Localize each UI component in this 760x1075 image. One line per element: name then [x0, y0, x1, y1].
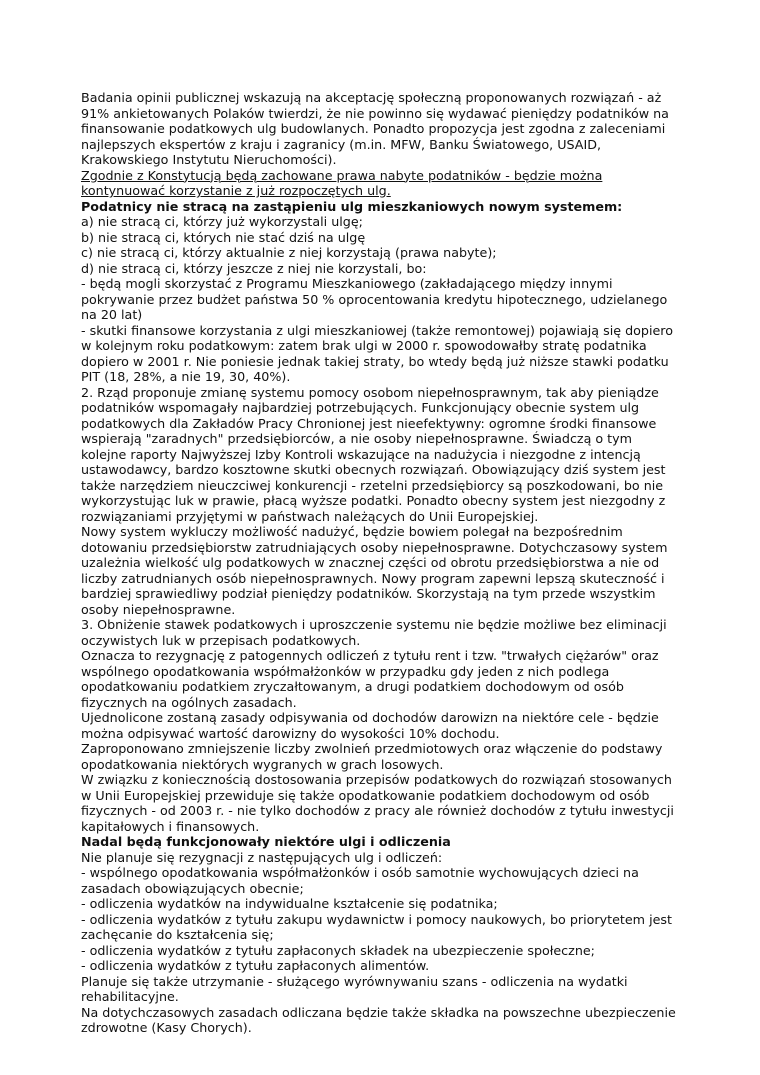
list-item: b) nie stracą ci, których nie stać dziś na ulgę: [81, 229, 366, 245]
paragraph-constitution-note: Zgodnie z Konstytucją będą zachowane prawa nabyte podatników - będzie można kontynuować korzystanie z już rozpoczętych ulg.: [81, 167, 603, 198]
document-body: [81, 90, 681, 1036]
paragraph-rehabilitation: Planuje się także utrzymanie - służącego wyrównywaniu szans - odliczenia na wydatki rehabilitacyjne.: [81, 973, 628, 1004]
paragraph-donations: Ujednolicone zostaną zasady odpisywania od dochodów darowizn na niektóre cele - będzie można odpisywać wartość darowizny do wysokości 10% dochodu.: [81, 710, 659, 741]
list-item: - skutki finansowe korzystania z ulgi mieszkaniowej (także remontowej) pojawiają się dopiero w kolejnym roku podatkowym: zatem brak ulgi w 2000 r. spowodowałby stratę podatnika dopiero w 2001 r. Nie poniesie jednak takiej straty, bo wtedy będą już niższe stawki podatku PIT (18, 28%, a nie 19, 30, 40%).: [81, 322, 673, 384]
heading-taxpayers: Podatnicy nie stracą na zastąpieniu ulg mieszkaniowych nowym systemem:: [81, 198, 623, 214]
list-item: - odliczenia wydatków z tytułu zapłaconych alimentów.: [81, 958, 430, 973]
list-item: - będą mogli skorzystać z Programu Mieszkaniowego (zakładającego między innymi pokrywanie przez budżet państwa 50 % oprocentowania kredytu hipotecznego, udzielanego na 20 lat): [81, 276, 668, 322]
paragraph-tax-rates: 3. Obniżenie stawek podatkowych i uproszczenie systemu nie będzie możliwe bez eliminacji oczywistych luk w przepisach podatkowych.: [81, 617, 667, 648]
paragraph-survey: Badania opinii publicznej wskazują na akceptację społeczną proponowanych rozwiązań - aż 91% ankietowanych Polaków twierdzi, że nie powinno się wydawać pieniędzy podatników na finansowanie podatkowych ulg budowlanych. Ponadto propozycja jest zgodna z zaleceniami najlepszych ekspertów z kraju i zagranicy (m.in. MFW, Banku Światowego, USAID, Krakowskiego Instytutu Nieruchomości).: [81, 90, 669, 167]
list-item: a) nie stracą ci, którzy już wykorzystali ulgę;: [81, 214, 363, 229]
list-item: - odliczenia wydatków z tytułu zakupu wydawnictw i pomocy naukowych, bo priorytetem jest zachęcanie do kształcenia się;: [81, 911, 672, 942]
list-item: - odliczenia wydatków na indywidualne kształcenie się podatnika;: [81, 896, 498, 911]
paragraph-health-insurance: Na dotychczasowych zasadach odliczana będzie także składka na powszechne ubezpieczenie zdrowotne (Kasy Chorych).: [81, 1004, 676, 1035]
list-item: - wspólnego opodatkowania współmałżonków i osób samotnie wychowujących dzieci na zasadach obowiązujących obecnie;: [81, 865, 639, 896]
list-item: c) nie stracą ci, którzy aktualnie z niej korzystają (prawa nabyte);: [81, 245, 497, 260]
paragraph-new-system: Nowy system wykluczy możliwość nadużyć, będzie bowiem polegał na bezpośrednim dotowaniu przedsiębiorstw zatrudniających osoby niepełnosprawne. Dotychczasowy system uzależnia wielkość ulg podatkowych w znacznej części od obrotu przedsiębiorstwa a nie od liczby zatrudnianych osób niepełnosprawnych. Nowy program zapewni lepszą skuteczność i bardziej sprawiedliwy podział pieniędzy podatników. Skorzystają na tym przede wszystkim osoby niepełnosprawne.: [81, 524, 668, 617]
paragraph-disabled-support: 2. Rząd proponuje zmianę systemu pomocy osobom niepełnosprawnym, tak aby pieniądze podatników wspomagały najbardziej potrzebujących. Funkcjonujący obecnie system ulg podatkowych dla Zakładów Pracy Chronionej jest nieefektywny: ogromne środki finansowe wspierają "zaradnych" przedsiębiorców, a nie osoby niepełnosprawne. Świadczą o tym kolejne raporty Najwyższej Izby Kontroli wskazujące na nadużycia i niezgodne z intencją ustawodawcy, bardzo kosztowne skutki obecnych rozwiązań. Obowiązujący dziś system jest także narzędziem nieuczciwej konkurencji - rzetelni przedsiębiorcy są poszkodowani, bo nie wykorzystując luk w prawie, płacą wyższe podatki. Ponadto obecny system jest niezgodny z rozwiązaniami przyjętymi w państwach należących do Unii Europejskiej.: [81, 384, 666, 524]
paragraph-exemptions: Zaproponowano zmniejszenie liczby zwolnień przedmiotowych oraz włączenie do podstawy opodatkowania niektórych wygranych w grach losowych.: [81, 741, 663, 772]
paragraph-reliefs-intro: Nie planuje się rezygnacji z następujących ulg i odliczeń:: [81, 849, 443, 865]
list-item: - odliczenia wydatków z tytułu zapłaconych składek na ubezpieczenie społeczne;: [81, 942, 595, 958]
paragraph-deductions: Oznacza to rezygnację z patogennych odliczeń z tytułu rent i tzw. "trwałych ciężarów" oraz wspólnego opodatkowania współmałżonków w przypadku gdy jeden z nich podlega opodatkowaniu podatkiem zryczałtowanym, a drugi podatkiem dochodowym od osób fizycznych na ogólnych zasadach.: [81, 648, 659, 710]
paragraph-eu: W związku z koniecznością dostosowania przepisów podatkowych do rozwiązań stosowanych w Unii Europejskiej przewiduje się także opodatkowanie podatkiem dochodowym od osób fizycznych - od 2003 r. - nie tylko dochodów z pracy ale również dochodów z tytułu inwestycji kapitałowych i finansowych.: [81, 772, 674, 834]
heading-reliefs: Nadal będą funkcjonowały niektóre ulgi i odliczenia: [81, 834, 451, 849]
list-item: d) nie stracą ci, którzy jeszcze z niej nie korzystali, bo:: [81, 260, 427, 276]
